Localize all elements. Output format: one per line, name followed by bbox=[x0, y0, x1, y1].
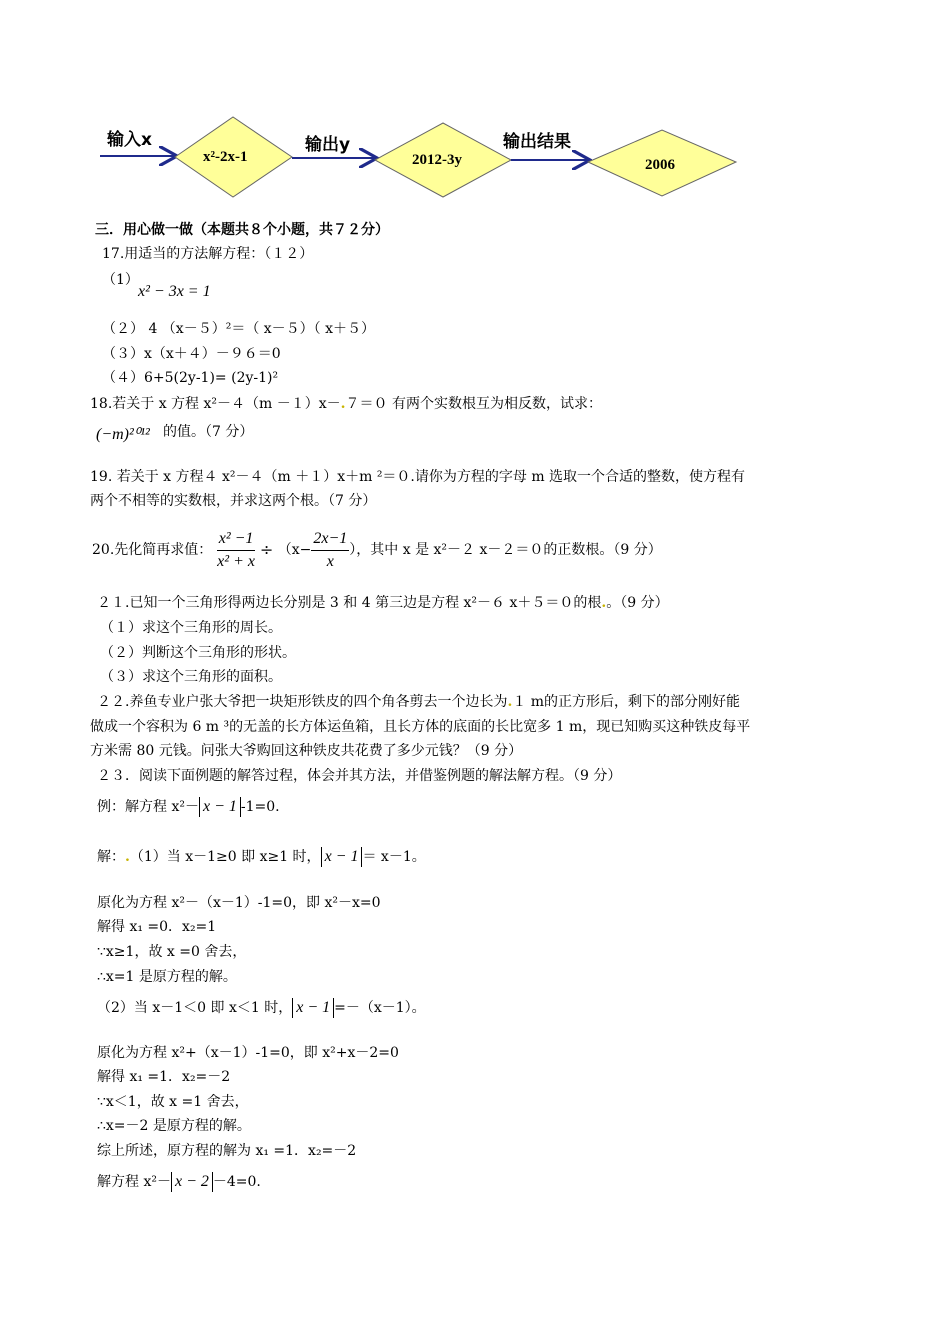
flow-output-y-label: 输出y bbox=[305, 135, 351, 155]
q20-line bbox=[92, 526, 662, 574]
q20-divide: ÷ bbox=[259, 540, 274, 559]
abs-value-expression: x − 1 bbox=[321, 847, 363, 867]
q21-part1: （１）求这个三角形的周长。 bbox=[100, 620, 282, 636]
q22-line1-text-a: ２２.养鱼专业户张大爷把一块矩形铁皮的四个角各剪去一个边长为 bbox=[97, 694, 508, 710]
q18-line2: 的值。（7 分） bbox=[163, 424, 254, 440]
q20-frac1-numerator: x² −1 bbox=[217, 528, 256, 551]
q17-part1-label: （1） bbox=[102, 272, 139, 288]
q23-title: ２３．阅读下面例题的解答过程，体会并其方法，并借鉴例题的解法解方程。（9 分） bbox=[97, 768, 622, 784]
q19-line1: 19. 若关于 x 方程４ x²－４（m ＋１）x＋m ²＝０.请你为方程的字母 m 选取一个合适的整数，使方程有 bbox=[90, 469, 746, 485]
section-title: 三．用心做一做（本题共８个小题，共７２分） bbox=[95, 222, 389, 238]
q18-line1-text-b: ７＝０ 有两个实数根互为相反数，试求： bbox=[345, 396, 602, 412]
flow-output-result-label: 输出结果 bbox=[503, 132, 571, 152]
q20-suffix: ），其中 x 是 x²－２ x－２＝０的正数根。（9 分） bbox=[349, 542, 662, 558]
q23-case2-result: =－（x－1）。 bbox=[334, 1000, 426, 1016]
abs-value-expression: x − 1 bbox=[292, 998, 334, 1018]
q22-line1 bbox=[97, 693, 740, 711]
q21-title-text-a: ２１.已知一个三角形得两边长分别是 3 和 4 第三边是方程 x²－６ x＋５＝０的根 bbox=[97, 595, 602, 611]
q23-step6: 解得 x₁ =1．x₂=－2 bbox=[97, 1069, 231, 1085]
q20-fraction-2 bbox=[311, 528, 349, 573]
abs-value-expression: x − 1 bbox=[199, 797, 241, 817]
q20-prefix: 20.先化简再求值： bbox=[92, 542, 213, 558]
q21-part3: （３）求这个三角形的面积。 bbox=[100, 669, 282, 685]
q18-line1-text-a: 18.若关于 x 方程 x²－４（m －１）x－ bbox=[90, 396, 341, 412]
q23-step1: 原化为方程 x²－（x－1）-1=0，即 x²－x=0 bbox=[97, 895, 381, 911]
dot-mark: . bbox=[507, 694, 513, 710]
q22-line1-text-b: １ m的正方形后，剩下的部分刚好能 bbox=[512, 694, 741, 710]
q18-line1 bbox=[90, 395, 602, 413]
q22-line2: 做成一个容积为 6 m ³的无盖的长方体运鱼箱，且长方体的底面的长比宽多 1 m，现已知购买这种铁皮每平 bbox=[90, 719, 751, 735]
q17-title: 17.用适当的方法解方程：（１２） bbox=[102, 246, 314, 262]
q21-part2: （２）判断这个三角形的形状。 bbox=[100, 645, 296, 661]
q18-expression: (−m)²⁰¹² bbox=[96, 426, 150, 443]
q23-case1-result: ＝ x－1。 bbox=[362, 849, 426, 865]
dot-mark: . bbox=[601, 595, 607, 611]
q17-part2: （２） 4 （x－５）²＝（ x－５）（ x＋５） bbox=[102, 321, 376, 337]
q23-step8: ∴x=－2 是原方程的解。 bbox=[97, 1118, 251, 1134]
q23-final-text-a: 解方程 x²－ bbox=[97, 1174, 171, 1190]
q23-example-text-a: 例：解方程 x²－ bbox=[97, 799, 199, 815]
q23-example bbox=[97, 797, 280, 817]
flow-diagram bbox=[0, 0, 950, 210]
q20-frac2-denominator: x bbox=[326, 552, 334, 570]
q21-title-text-b: 。（9 分） bbox=[606, 595, 669, 611]
q19-line2: 两个不相等的实数根，并求这两个根。（7 分） bbox=[90, 493, 377, 509]
flow-box2-text: 2012-3y bbox=[412, 152, 462, 168]
q23-case1-condition: （1）当 x－1≥0 即 x≥1 时， bbox=[129, 849, 321, 865]
q23-solution-case1 bbox=[97, 847, 426, 867]
flow-input-label: 输入x bbox=[107, 130, 152, 150]
abs-value-expression: x − 2 bbox=[171, 1172, 213, 1192]
dot-mark: . bbox=[340, 396, 346, 412]
q23-case2 bbox=[97, 998, 426, 1018]
flow-box1-text: x²-2x-1 bbox=[203, 149, 248, 165]
q20-paren-open: （x− bbox=[277, 542, 312, 558]
q23-step5: 原化为方程 x²+（x－1）-1=0，即 x²+x－2=0 bbox=[97, 1045, 399, 1061]
q17-part1-equation: x² − 3x = 1 bbox=[138, 283, 211, 300]
q23-step7: ∵x＜1，故 x =1 舍去， bbox=[97, 1094, 249, 1110]
q23-solution-label: 解： bbox=[97, 849, 125, 865]
q20-frac2-numerator: 2x−1 bbox=[311, 528, 349, 551]
q23-step4: ∴x=1 是原方程的解。 bbox=[97, 969, 237, 985]
q23-case2-condition: （2）当 x－1＜0 即 x＜1 时， bbox=[97, 1000, 293, 1016]
q22-line3: 方米需 80 元钱。问张大爷购回这种铁皮共花费了多少元钱？（9 分） bbox=[90, 743, 523, 759]
q17-part4: （４）6+5(2y-1)= (2y-1)² bbox=[102, 370, 279, 386]
q17-part3: （３）x（x＋４）－９６＝0 bbox=[102, 346, 281, 362]
q23-step2: 解得 x₁ =0．x₂=1 bbox=[97, 919, 217, 935]
q23-conclusion: 综上所述，原方程的解为 x₁ =1．x₂=－2 bbox=[97, 1143, 357, 1159]
dot-mark: . bbox=[125, 849, 130, 865]
q20-frac1-denominator: x² + x bbox=[217, 552, 255, 570]
q20-fraction-1 bbox=[217, 528, 256, 573]
q23-step3: ∵x≥1，故 x =0 舍去， bbox=[97, 944, 247, 960]
q23-final-text-b: －4=0. bbox=[212, 1174, 261, 1190]
q21-title bbox=[97, 594, 669, 612]
flow-box3-text: 2006 bbox=[645, 157, 675, 173]
q23-example-text-b: -1=0. bbox=[240, 799, 280, 815]
q23-final-equation bbox=[97, 1172, 261, 1192]
